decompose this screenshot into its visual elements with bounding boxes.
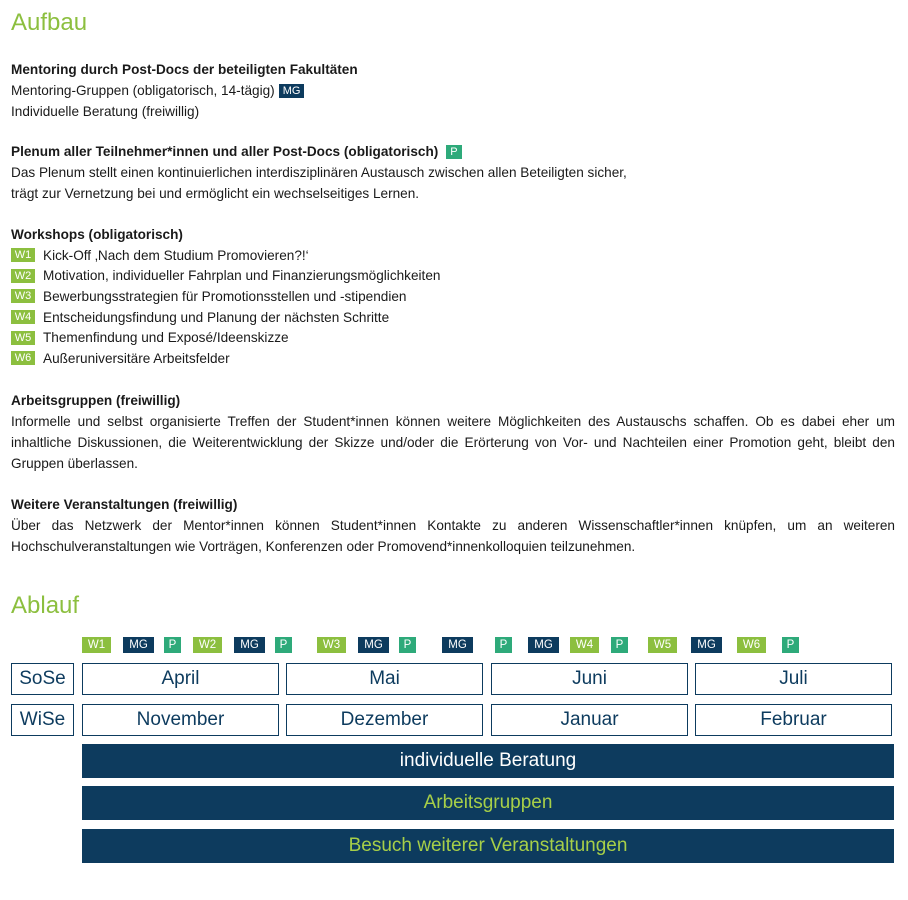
workshop-item [11, 307, 895, 328]
bar-arbeitsgruppen: Arbeitsgruppen [82, 786, 894, 820]
workshop-badge: W6 [11, 351, 35, 365]
workshop-badge: W2 [11, 269, 35, 283]
timeline-badge-mg: MG [442, 637, 473, 653]
timeline-badge-w: W2 [193, 637, 222, 653]
workshop-item [11, 266, 895, 287]
plenum-title-line [11, 141, 895, 162]
workshop-item [11, 286, 895, 307]
workshop-list [11, 245, 895, 369]
plenum-text-1: Das Plenum stellt einen kontinuierlichen interdisziplinären Austausch zwischen allen Beteiligten sicher, [11, 165, 627, 180]
plenum-section [11, 141, 895, 204]
workshop-item [11, 327, 895, 348]
workshop-item [11, 348, 895, 369]
workshop-label: Kick-Off ‚Nach dem Studium Promovieren?!‘ [43, 247, 309, 263]
semester-row [11, 663, 895, 695]
workshops-section [11, 224, 895, 369]
timeline-badge-w: W6 [737, 637, 766, 653]
arbeitsgruppen-text: Informelle und selbst organisierte Treffen der Student*innen können weitere Möglichkeiten des Austauschs schaffen. Ob es dabei eher um inhaltliche Diskussionen, die Weiterentwicklung der Skizze und/oder die Erörterung von Vor- und Nachteilen einer Promotion geht, bleibt den Gruppen überlassen. [11, 414, 895, 471]
ablauf-heading: Ablauf [11, 592, 80, 619]
semester-row [11, 704, 895, 736]
plenum-text-2: trägt zur Vernetzung bei und ermöglicht ein wechselseitiges Lernen. [11, 186, 420, 201]
aufbau-heading: Aufbau [11, 9, 88, 36]
workshop-badge: W4 [11, 310, 35, 324]
timeline-badge-p: P [495, 637, 512, 653]
bar-individuelle-beratung: individuelle Beratung [82, 744, 894, 778]
timeline-badge-mg: MG [528, 637, 559, 653]
weitere-title: Weitere Veranstaltungen (freiwillig) [11, 497, 238, 512]
month-cell: Februar [695, 704, 892, 736]
month-cell: Juli [695, 663, 892, 695]
timeline-badge-mg: MG [234, 637, 265, 653]
workshop-label: Bewerbungsstrategien für Promotionsstellen und -stipendien [43, 288, 407, 304]
ablauf-timeline [11, 634, 895, 874]
bar-weitere-veranstaltungen: Besuch weiterer Veranstaltungen [82, 829, 894, 863]
timeline-badge-mg: MG [691, 637, 722, 653]
p-badge: P [446, 145, 461, 159]
timeline-badge-w: W5 [648, 637, 677, 653]
month-cell: Dezember [286, 704, 483, 736]
workshop-label: Themenfindung und Exposé/Ideenskizze [43, 330, 289, 346]
weitere-text: Über das Netzwerk der Mentor*innen können Student*innen Kontakte zu anderen Wissenschaftler*innen knüpfen, um an weiteren Hochschulveranstaltungen wie Vorträgen, Konferenzen oder Promovend*innenkolloquien teilzunehmen. [11, 518, 895, 554]
workshop-label: Motivation, individueller Fahrplan und Finanzierungsmöglichkeiten [43, 268, 441, 284]
mentoring-groups-text: Mentoring-Gruppen (obligatorisch, 14-tägig) [11, 83, 275, 98]
timeline-badge-mg: MG [123, 637, 154, 653]
timeline-badge-p: P [782, 637, 799, 653]
month-cell: Juni [491, 663, 688, 695]
semester-label: WiSe [11, 704, 74, 736]
timeline-badge-p: P [611, 637, 628, 653]
timeline-badge-w: W1 [82, 637, 111, 653]
workshops-title: Workshops (obligatorisch) [11, 227, 183, 242]
workshop-badge: W1 [11, 248, 35, 262]
workshop-item [11, 245, 895, 266]
timeline-badge-p: P [399, 637, 416, 653]
month-cell: November [82, 704, 279, 736]
month-cell: Mai [286, 663, 483, 695]
workshop-label: Außeruniversitäre Arbeitsfelder [43, 350, 230, 366]
plenum-title: Plenum aller Teilnehmer*innen und aller Post-Docs (obligatorisch) [11, 144, 439, 159]
month-cell: April [82, 663, 279, 695]
workshop-badge: W3 [11, 289, 35, 303]
workshop-badge: W5 [11, 331, 35, 345]
timeline-badge-mg: MG [358, 637, 389, 653]
workshop-label: Entscheidungsfindung und Planung der nächsten Schritte [43, 309, 390, 325]
mentoring-line-beratung: Individuelle Beratung (freiwillig) [11, 104, 200, 119]
timeline-badge-w: W3 [317, 637, 346, 653]
mentoring-line-groups [11, 80, 895, 101]
timeline-badge-p: P [275, 637, 292, 653]
mg-badge: MG [279, 84, 305, 98]
mentoring-section [11, 59, 895, 122]
arbeitsgruppen-title: Arbeitsgruppen (freiwillig) [11, 393, 181, 408]
weitere-section [11, 494, 895, 557]
semester-label: SoSe [11, 663, 74, 695]
month-cell: Januar [491, 704, 688, 736]
arbeitsgruppen-section [11, 390, 895, 474]
timeline-badge-p: P [164, 637, 181, 653]
mentoring-title: Mentoring durch Post-Docs der beteiligten Fakultäten [11, 62, 358, 77]
timeline-badge-w: W4 [570, 637, 599, 653]
